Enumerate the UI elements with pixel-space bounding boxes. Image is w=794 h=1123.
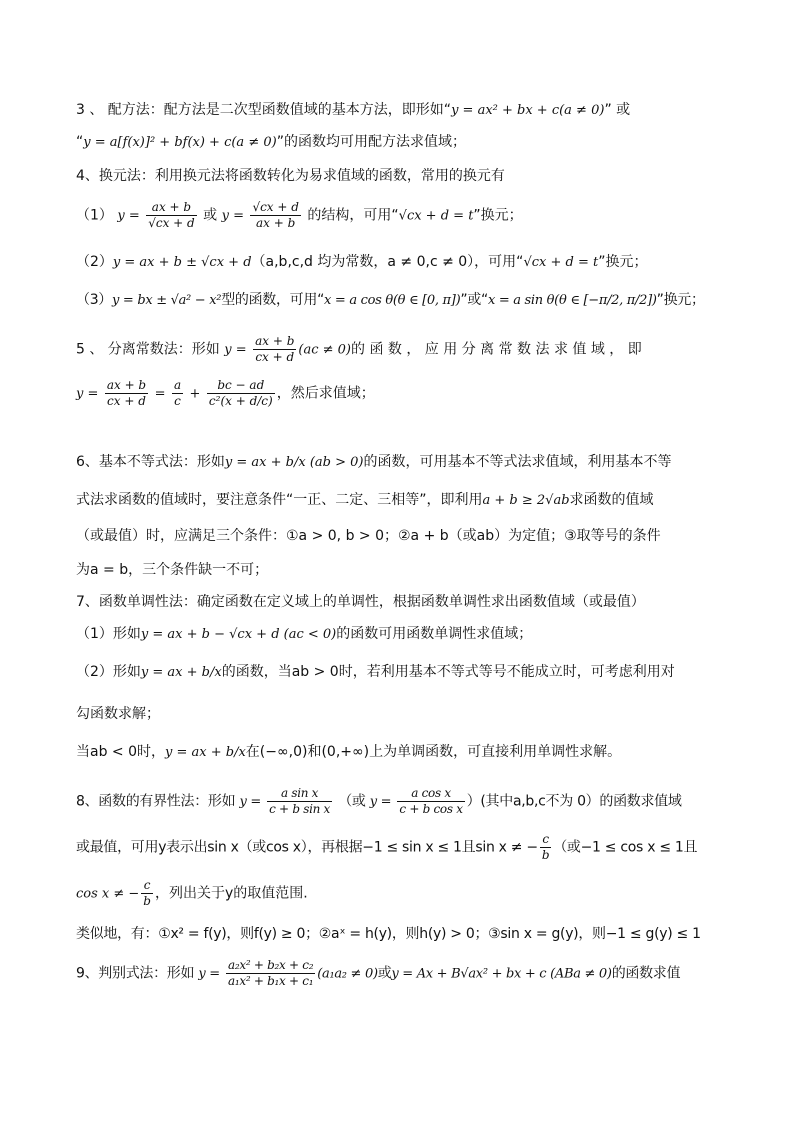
numerator: a bbox=[173, 378, 182, 392]
numerator: ax + b bbox=[146, 200, 197, 216]
denominator: ax + b bbox=[256, 216, 296, 230]
section-3-or: ” 或 bbox=[604, 102, 631, 118]
section-7-case-2-cont: 勾函数求解； bbox=[76, 706, 160, 722]
section-9-fraction bbox=[226, 958, 315, 989]
section-5-fraction bbox=[253, 334, 296, 365]
section-7-case-2 bbox=[76, 662, 726, 683]
denominator: b bbox=[541, 848, 550, 862]
equals-sign: = bbox=[154, 386, 166, 402]
numerator: c bbox=[141, 878, 153, 894]
case-3-substitution-1: x = a cos θ(θ ∈ [0, π]) bbox=[324, 293, 461, 308]
case-1-mid: 的结构，可用“ bbox=[307, 207, 399, 224]
section-3-line-2: “y = a[f(x)]² + bf(x) + c(a ≠ 0)”的函数均可用配方法求值域； bbox=[76, 134, 466, 150]
section-3-formula-2: y = a[f(x)]² + bf(x) + c(a ≠ 0) bbox=[83, 135, 277, 150]
section-5-title: 5 、 分离常数法：形如 bbox=[76, 341, 220, 358]
section-7-case-1 bbox=[76, 624, 726, 645]
denominator: c²(x + d/c) bbox=[208, 394, 273, 408]
case-3-expression: y = bx ± √a² − x² bbox=[112, 293, 222, 308]
case-3-or: ”或“ bbox=[460, 292, 488, 308]
section-6-inequality: a + b ≥ 2√ab bbox=[482, 493, 570, 508]
section-6-line-4: 为a = b，三个条件缺一不可； bbox=[76, 562, 269, 578]
c-over-b-fraction bbox=[540, 832, 551, 863]
section-8-line-2-text: 或最值，可用y表示出sin x（或cos x），再根据−1 ≤ sin x ≤ 1且sin x ≠ − bbox=[76, 839, 538, 856]
y-equals: y = bbox=[239, 794, 261, 810]
case-1-fraction-2 bbox=[250, 200, 301, 231]
section-8-line-3-tail: ，列出关于y的取值范围. bbox=[154, 885, 308, 902]
case-2-prefix: （2） bbox=[76, 254, 113, 270]
numerator: √cx + d bbox=[252, 200, 299, 214]
case-1-prefix: （1）形如 bbox=[76, 626, 141, 642]
denominator: cx + d bbox=[255, 350, 295, 364]
y-equals: y = bbox=[117, 208, 140, 224]
denominator: c + b sin x bbox=[269, 802, 331, 816]
section-6-line-1 bbox=[76, 452, 726, 473]
section-8-title: 8、函数的有界性法：形如 bbox=[76, 793, 236, 810]
section-6-expression: y = ax + b/x (ab > 0) bbox=[224, 455, 364, 470]
or-text: （或 bbox=[338, 793, 366, 810]
cos-condition: cos x ≠ − bbox=[76, 886, 140, 902]
section-8-line-1 bbox=[76, 786, 726, 826]
section-9-condition: (a₁a₂ ≠ 0) bbox=[317, 966, 378, 982]
numerator: a cos x bbox=[397, 786, 464, 802]
case-2-prefix: （2）形如 bbox=[76, 664, 141, 680]
case-3-prefix: （3） bbox=[76, 292, 113, 308]
case-1-tail: 的函数可用函数单调性求值域； bbox=[336, 626, 533, 642]
section-6-line-2-tail: 求函数的值域 bbox=[569, 492, 654, 508]
section-4-case-2 bbox=[76, 252, 726, 273]
numerator: c bbox=[540, 832, 551, 848]
section-5-eq-a bbox=[172, 378, 183, 409]
section-5-eq-lhs bbox=[105, 378, 148, 409]
section-6-line-3: （或最值）时，应满足三个条件：①a > 0, b > 0；②a + b（或ab）为定值；③取等号的条件 bbox=[76, 528, 661, 544]
section-9-title: 9、判别式法：形如 bbox=[76, 965, 195, 982]
case-3-end: ”换元； bbox=[656, 292, 705, 308]
y-equals: y = bbox=[224, 342, 247, 358]
denominator: c + b cos x bbox=[399, 802, 463, 816]
numerator: a₂x² + b₂x + c₂ bbox=[228, 958, 314, 972]
section-3-line-1 bbox=[76, 100, 726, 121]
section-3-formula-1: y = ax² + bx + c(a ≠ 0) bbox=[451, 103, 605, 118]
section-5-mid: 的 函 数 ， 应 用 分 离 常 数 法 求 值 域 ， 即 bbox=[351, 341, 642, 358]
or-text: 或 bbox=[203, 207, 218, 224]
section-8-line-2-tail: （或−1 ≤ cos x ≤ 1且 bbox=[553, 839, 698, 856]
case-2-mid: （a,b,c,d 均为常数，a ≠ 0,c ≠ 0），可用“ bbox=[251, 254, 524, 270]
section-8-fraction-2 bbox=[397, 786, 464, 817]
section-7-case-1-expression: y = ax + b − √cx + d (ac < 0) bbox=[140, 627, 337, 642]
case-1-prefix: （1） bbox=[76, 207, 113, 224]
section-3-tail: ”的函数均可用配方法求值域； bbox=[276, 134, 466, 150]
section-8-line-1-tail: ）(其中a,b,c不为 0）的函数求值域 bbox=[466, 793, 682, 810]
section-3-title: 3 、 配方法：配方法是二次型函数值域的基本方法，即形如“ bbox=[76, 102, 452, 118]
section-8-line-3 bbox=[76, 878, 726, 918]
case-1-fraction-1 bbox=[146, 200, 197, 231]
denominator: cx + d bbox=[107, 394, 146, 408]
section-5-line-2 bbox=[76, 378, 726, 426]
section-9-line-1 bbox=[76, 958, 726, 998]
case-2-tail: 的函数，当ab > 0时，若利用基本不等式等号不能成立时，可考虑利用对 bbox=[221, 664, 675, 680]
section-5-eq-b bbox=[207, 378, 275, 409]
denominator: √cx + d bbox=[148, 216, 195, 230]
y-equals: y = bbox=[76, 386, 99, 402]
section-8-fraction-1 bbox=[267, 786, 332, 817]
section-8-similar: 类似地，有：①x² = f(y)，则f(y) ≥ 0；②aˣ = h(y)，则h(y) > 0；③sin x = g(y)，则−1 ≤ g(y) ≤ 1 bbox=[76, 926, 701, 942]
y-equals: y = bbox=[221, 208, 244, 224]
section-4-case-1 bbox=[76, 200, 726, 242]
denominator: a₁x² + b₁x + c₁ bbox=[228, 974, 314, 988]
section-5-condition: (ac ≠ 0) bbox=[298, 342, 351, 358]
y-equals: y = bbox=[198, 966, 220, 982]
denominator: b bbox=[143, 894, 151, 908]
case-3-tail: 在(−∞,0)和(0,+∞)上为单调函数，可直接利用单调性求解。 bbox=[245, 744, 622, 760]
case-1-substitution: √cx + d = t bbox=[398, 208, 474, 224]
section-7-case-2-expression: y = ax + b/x bbox=[140, 665, 222, 680]
section-7-case-3 bbox=[76, 742, 726, 763]
y-equals: y = bbox=[369, 794, 392, 810]
section-4-title: 4、换元法：利用换元法将函数转化为易求值域的函数，常用的换元有 bbox=[76, 168, 505, 184]
denominator: c bbox=[174, 394, 181, 408]
section-5-end: ，然后求值域； bbox=[276, 385, 375, 402]
numerator: bc − ad bbox=[207, 378, 275, 394]
section-6-line-2-text: 式法求函数的值域时，要注意条件“一正、二定、三相等”，即利用 bbox=[76, 492, 483, 508]
section-6-line-2 bbox=[76, 490, 726, 511]
case-2-substitution: √cx + d = t bbox=[523, 255, 599, 270]
section-6-line-1-tail: 的函数，可用基本不等式法求值域，利用基本不等 bbox=[363, 454, 672, 470]
numerator: ax + b bbox=[106, 378, 147, 392]
case-1-end: ”换元； bbox=[473, 207, 523, 224]
numerator: a sin x bbox=[267, 786, 332, 802]
plus-sign: + bbox=[189, 386, 201, 402]
section-6-title: 6、基本不等式法：形如 bbox=[76, 454, 225, 470]
case-3-substitution-2: x = a sin θ(θ ∈ [−π/2, π/2]) bbox=[487, 293, 657, 308]
case-3-prefix: 当ab < 0时， bbox=[76, 744, 166, 760]
section-7-title: 7、函数单调性法：确定函数在定义域上的单调性，根据函数单调性求出函数值域（或最值） bbox=[76, 594, 645, 610]
section-5-line-1 bbox=[76, 334, 726, 376]
case-2-end: ”换元； bbox=[598, 254, 648, 270]
section-9-expression: y = Ax + B√ax² + bx + c (ABa ≠ 0) bbox=[391, 966, 612, 982]
section-8-line-2 bbox=[76, 832, 726, 872]
numerator: ax + b bbox=[255, 334, 295, 348]
or-text: 或 bbox=[377, 965, 392, 982]
section-4-case-3 bbox=[76, 290, 726, 311]
case-2-expression: y = ax + b ± √cx + d bbox=[112, 255, 252, 270]
section-7-case-3-expression: y = ax + b/x bbox=[165, 745, 246, 760]
case-3-mid: 型的函数，可用“ bbox=[221, 292, 325, 308]
section-9-tail: 的函数求值 bbox=[611, 965, 681, 982]
c-over-b-fraction bbox=[141, 878, 153, 909]
